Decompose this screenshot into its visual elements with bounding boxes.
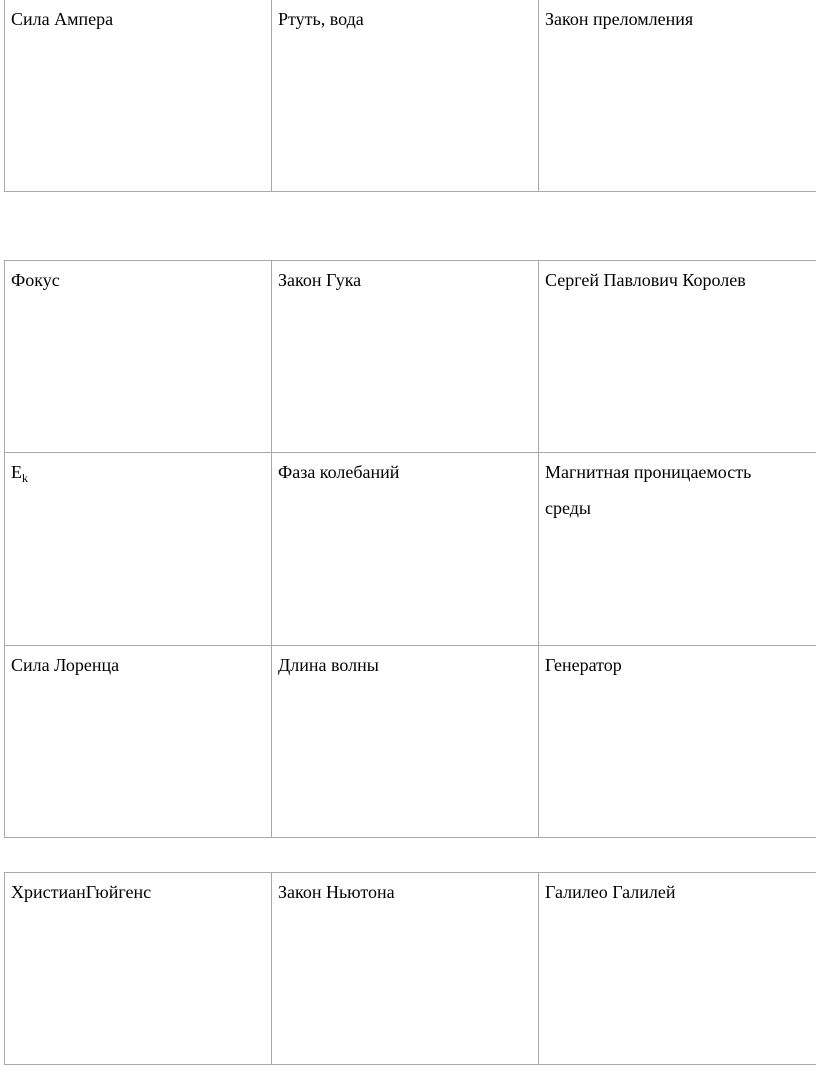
cell-text: Сила Лоренца	[11, 655, 120, 675]
cell-text: Галилео Галилей	[545, 882, 676, 902]
table-cell	[539, 261, 816, 453]
table-cell	[539, 873, 816, 1065]
symbol-subscript: k	[22, 471, 28, 485]
cell-text: Ртуть, вода	[278, 9, 364, 29]
table-cell	[5, 453, 272, 646]
cell-text: Закон Ньютона	[278, 882, 395, 902]
symbol-base: E	[11, 462, 22, 482]
table-cell	[539, 453, 816, 646]
table-row	[5, 646, 816, 838]
cell-text: Длина волны	[278, 655, 379, 675]
cell-text: Фаза колебаний	[278, 462, 400, 482]
card-table-2	[4, 260, 816, 838]
table-cell	[5, 646, 272, 838]
table-cell	[5, 261, 272, 453]
table-cell	[5, 0, 272, 192]
table-cell	[272, 261, 539, 453]
cell-text: Магнитная проницаемость среды	[545, 462, 752, 518]
cell-text: Генератор	[545, 655, 622, 675]
table-cell	[272, 453, 539, 646]
table-row	[5, 0, 816, 192]
table-row	[5, 453, 816, 646]
cell-text: Сергей Павлович Королев	[545, 270, 746, 290]
kinetic-energy-symbol	[5, 453, 271, 490]
cell-text: Фокус	[11, 270, 60, 290]
table-cell	[272, 646, 539, 838]
table-cell	[272, 0, 539, 192]
card-table-3	[4, 872, 816, 1065]
cell-text: Сила Ампера	[11, 9, 114, 29]
table-row	[5, 873, 816, 1065]
table-cell	[5, 873, 272, 1065]
card-table-1	[4, 0, 816, 192]
table-cell	[272, 873, 539, 1065]
cell-text: Закон преломления	[545, 9, 694, 29]
cell-text: Закон Гука	[278, 270, 362, 290]
table-cell	[539, 646, 816, 838]
cell-text: ХристианГюйгенс	[11, 882, 152, 902]
table-row	[5, 261, 816, 453]
table-cell	[539, 0, 816, 192]
